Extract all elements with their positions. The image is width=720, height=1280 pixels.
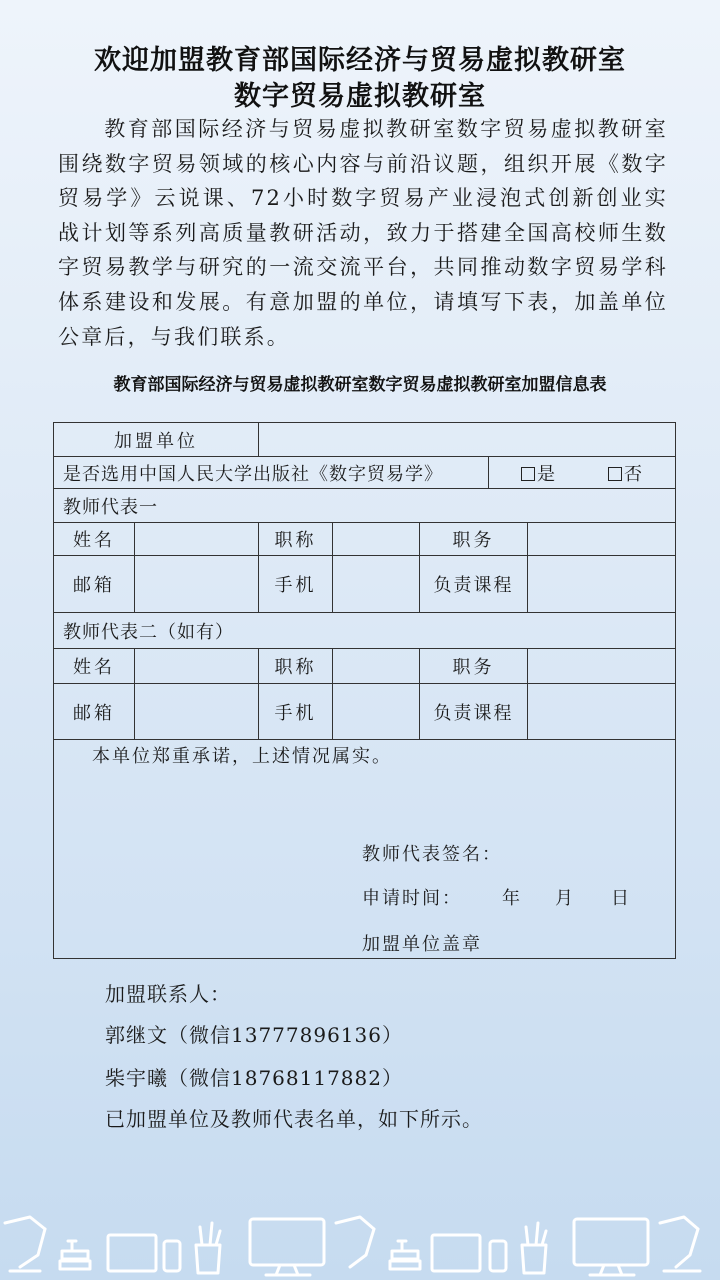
rep1-email-input[interactable] xyxy=(134,555,259,613)
desk-lamp-icon-3 xyxy=(660,1217,700,1271)
pledge-text: 本单位郑重承诺，上述情况属实。 xyxy=(92,746,392,767)
rep1-phone-label: 手机 xyxy=(258,555,333,613)
intro-paragraph xyxy=(58,112,668,354)
tablet-icon-2 xyxy=(432,1235,480,1271)
rep1-course-label: 负责课程 xyxy=(419,555,528,613)
rep1-title-input[interactable] xyxy=(332,522,420,556)
rep1-phone-input[interactable] xyxy=(332,555,420,613)
rep2-title-label: 职称 xyxy=(258,648,333,684)
apply-time-label: 申请时间： xyxy=(362,888,462,909)
rep1-title-label: 职称 xyxy=(258,522,333,556)
stacked-books-icon xyxy=(60,1241,90,1269)
desk-lamp-icon-2 xyxy=(336,1217,374,1267)
contact-person-2: 柴宇曦（微信18768117882） xyxy=(105,1066,403,1090)
option-yes[interactable]: 是 xyxy=(521,460,555,486)
rep2-course-label: 负责课程 xyxy=(419,683,528,740)
rep2-email-input[interactable] xyxy=(134,683,259,740)
pen-holder-icon xyxy=(196,1223,220,1273)
stacked-books-icon-2 xyxy=(390,1241,420,1269)
checkbox-no-icon[interactable] xyxy=(608,467,622,481)
rep2-email-label: 邮箱 xyxy=(53,683,135,740)
rep2-position-input[interactable] xyxy=(527,648,676,684)
checkbox-yes-icon[interactable] xyxy=(521,467,535,481)
seal-label: 加盟单位盖章 xyxy=(362,934,482,955)
table-caption: 教育部国际经济与贸易虚拟教研室数字贸易虚拟教研室加盟信息表 xyxy=(113,375,607,395)
rep2-phone-label: 手机 xyxy=(258,683,333,740)
pen-holder-icon-2 xyxy=(522,1223,546,1273)
rep2-header: 教师代表二（如有） xyxy=(53,612,676,649)
rep2-name-input[interactable] xyxy=(134,648,259,684)
rep2-position-label: 职务 xyxy=(419,648,528,684)
monitor-icon xyxy=(250,1219,324,1275)
year-label: 年 xyxy=(502,888,522,909)
members-note: 已加盟单位及教师代表名单，如下所示。 xyxy=(105,1107,483,1131)
page-title-line1: 欢迎加盟教育部国际经济与贸易虚拟教研室 xyxy=(94,45,626,76)
rep1-name-input[interactable] xyxy=(134,522,259,556)
month-label: 月 xyxy=(555,888,575,909)
page-title-line2: 数字贸易虚拟教研室 xyxy=(234,81,486,112)
rep2-course-input[interactable] xyxy=(527,683,676,740)
rep1-email-label: 邮箱 xyxy=(53,555,135,613)
textbook-options xyxy=(488,456,676,489)
signature-label: 教师代表签名： xyxy=(362,844,502,865)
rep1-name-label: 姓名 xyxy=(53,522,135,556)
contact-person-1: 郭继文（微信13777896136） xyxy=(105,1023,403,1047)
rep2-phone-input[interactable] xyxy=(332,683,420,740)
phone-icon-2 xyxy=(490,1241,506,1271)
rep1-header: 教师代表一 xyxy=(53,488,676,523)
phone-icon xyxy=(164,1241,180,1271)
rep1-position-input[interactable] xyxy=(527,522,676,556)
intro-text: 教育部国际经济与贸易虚拟教研室数字贸易虚拟教研室围绕数字贸易领域的核心内容与前沿议题，组织开展《数字贸易学》云说课、72小时数字贸易产业浸泡式创新创业实战计划等系列高质量教研活动，致力于搭建全国高校师生数字贸易教学与研究的一流交流平台，共同推动数字贸易学科体系建设和发展。有意加盟的单位，请填写下表，加盖单位公章后，与我们联系。 xyxy=(58,117,668,349)
org-input[interactable] xyxy=(258,422,676,457)
day-label: 日 xyxy=(611,888,631,909)
desk-decoration-icon xyxy=(0,1205,720,1280)
rep2-title-input[interactable] xyxy=(332,648,420,684)
contacts-heading: 加盟联系人： xyxy=(105,982,231,1006)
monitor-icon-2 xyxy=(574,1219,648,1275)
org-label: 加盟单位 xyxy=(53,422,259,457)
tablet-icon xyxy=(108,1235,156,1271)
rep1-position-label: 职务 xyxy=(419,522,528,556)
option-no[interactable]: 否 xyxy=(608,460,642,486)
rep1-course-input[interactable] xyxy=(527,555,676,613)
rep2-name-label: 姓名 xyxy=(53,648,135,684)
desk-lamp-icon xyxy=(5,1217,45,1271)
textbook-question: 是否选用中国人民大学出版社《数字贸易学》 xyxy=(53,456,489,489)
